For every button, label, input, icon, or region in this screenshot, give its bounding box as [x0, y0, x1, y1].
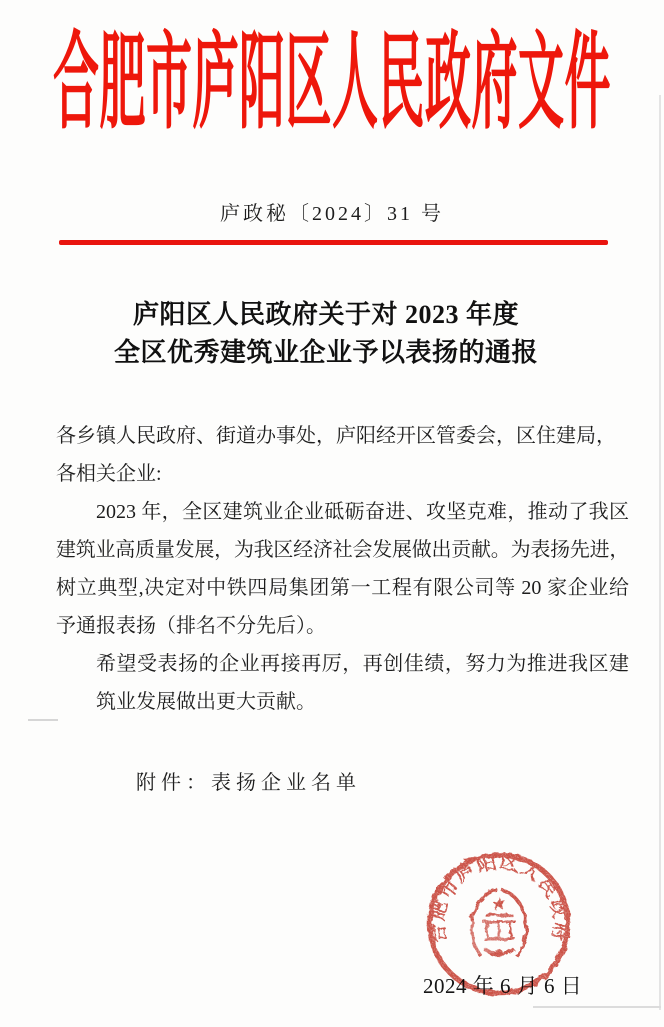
body-line: 2023 年，全区建筑业企业砥砺奋进、攻坚克难，推动了我区: [96, 501, 629, 523]
svg-text:合肥市庐阳区人民政府: [426, 852, 572, 944]
document-date: 2024 年 6 月 6 日: [423, 974, 583, 998]
body-line: 予通报表扬（排名不分先后）。: [56, 615, 326, 637]
doc-number: 庐政秘〔2024〕31 号: [220, 203, 444, 225]
red-divider-line: [59, 240, 608, 245]
document-body: [56, 417, 629, 802]
body-line: 建筑业高质量发展，为我区经济社会发展做出贡献。为表扬先进，: [56, 539, 629, 561]
body-line: 希望受表扬的企业再接再厉，再创佳绩，努力为推进我区建: [96, 653, 629, 675]
letterhead-title: 合肥市庐阳区人民政府文件: [53, 24, 611, 142]
body-line: 各相关企业:: [56, 463, 162, 485]
attachment-line: 附件：表扬企业名单: [136, 772, 361, 794]
document-title: [0, 296, 652, 372]
scan-mark-artifact: [28, 719, 58, 721]
document-title-line1: 庐阳区人民政府关于对 2023 年度: [132, 300, 519, 329]
document-title-line2: 全区优秀建筑业企业予以表扬的通报: [113, 338, 538, 367]
scan-edge-artifact: [659, 95, 661, 1010]
scan-mark-artifact: [533, 1006, 661, 1008]
star-icon: [492, 896, 506, 909]
national-emblem-icon: [472, 889, 526, 956]
seal-arc-text: 合肥市庐阳区人民政府: [426, 852, 572, 945]
body-line: 树立典型,决定对中铁四局集团第一工程有限公司等 20 家企业给: [56, 577, 629, 599]
body-line: 筑业发展做出更大贡献。: [96, 691, 316, 713]
body-line: 各乡镇人民政府、街道办事处，庐阳经开区管委会，区住建局，: [56, 425, 616, 447]
